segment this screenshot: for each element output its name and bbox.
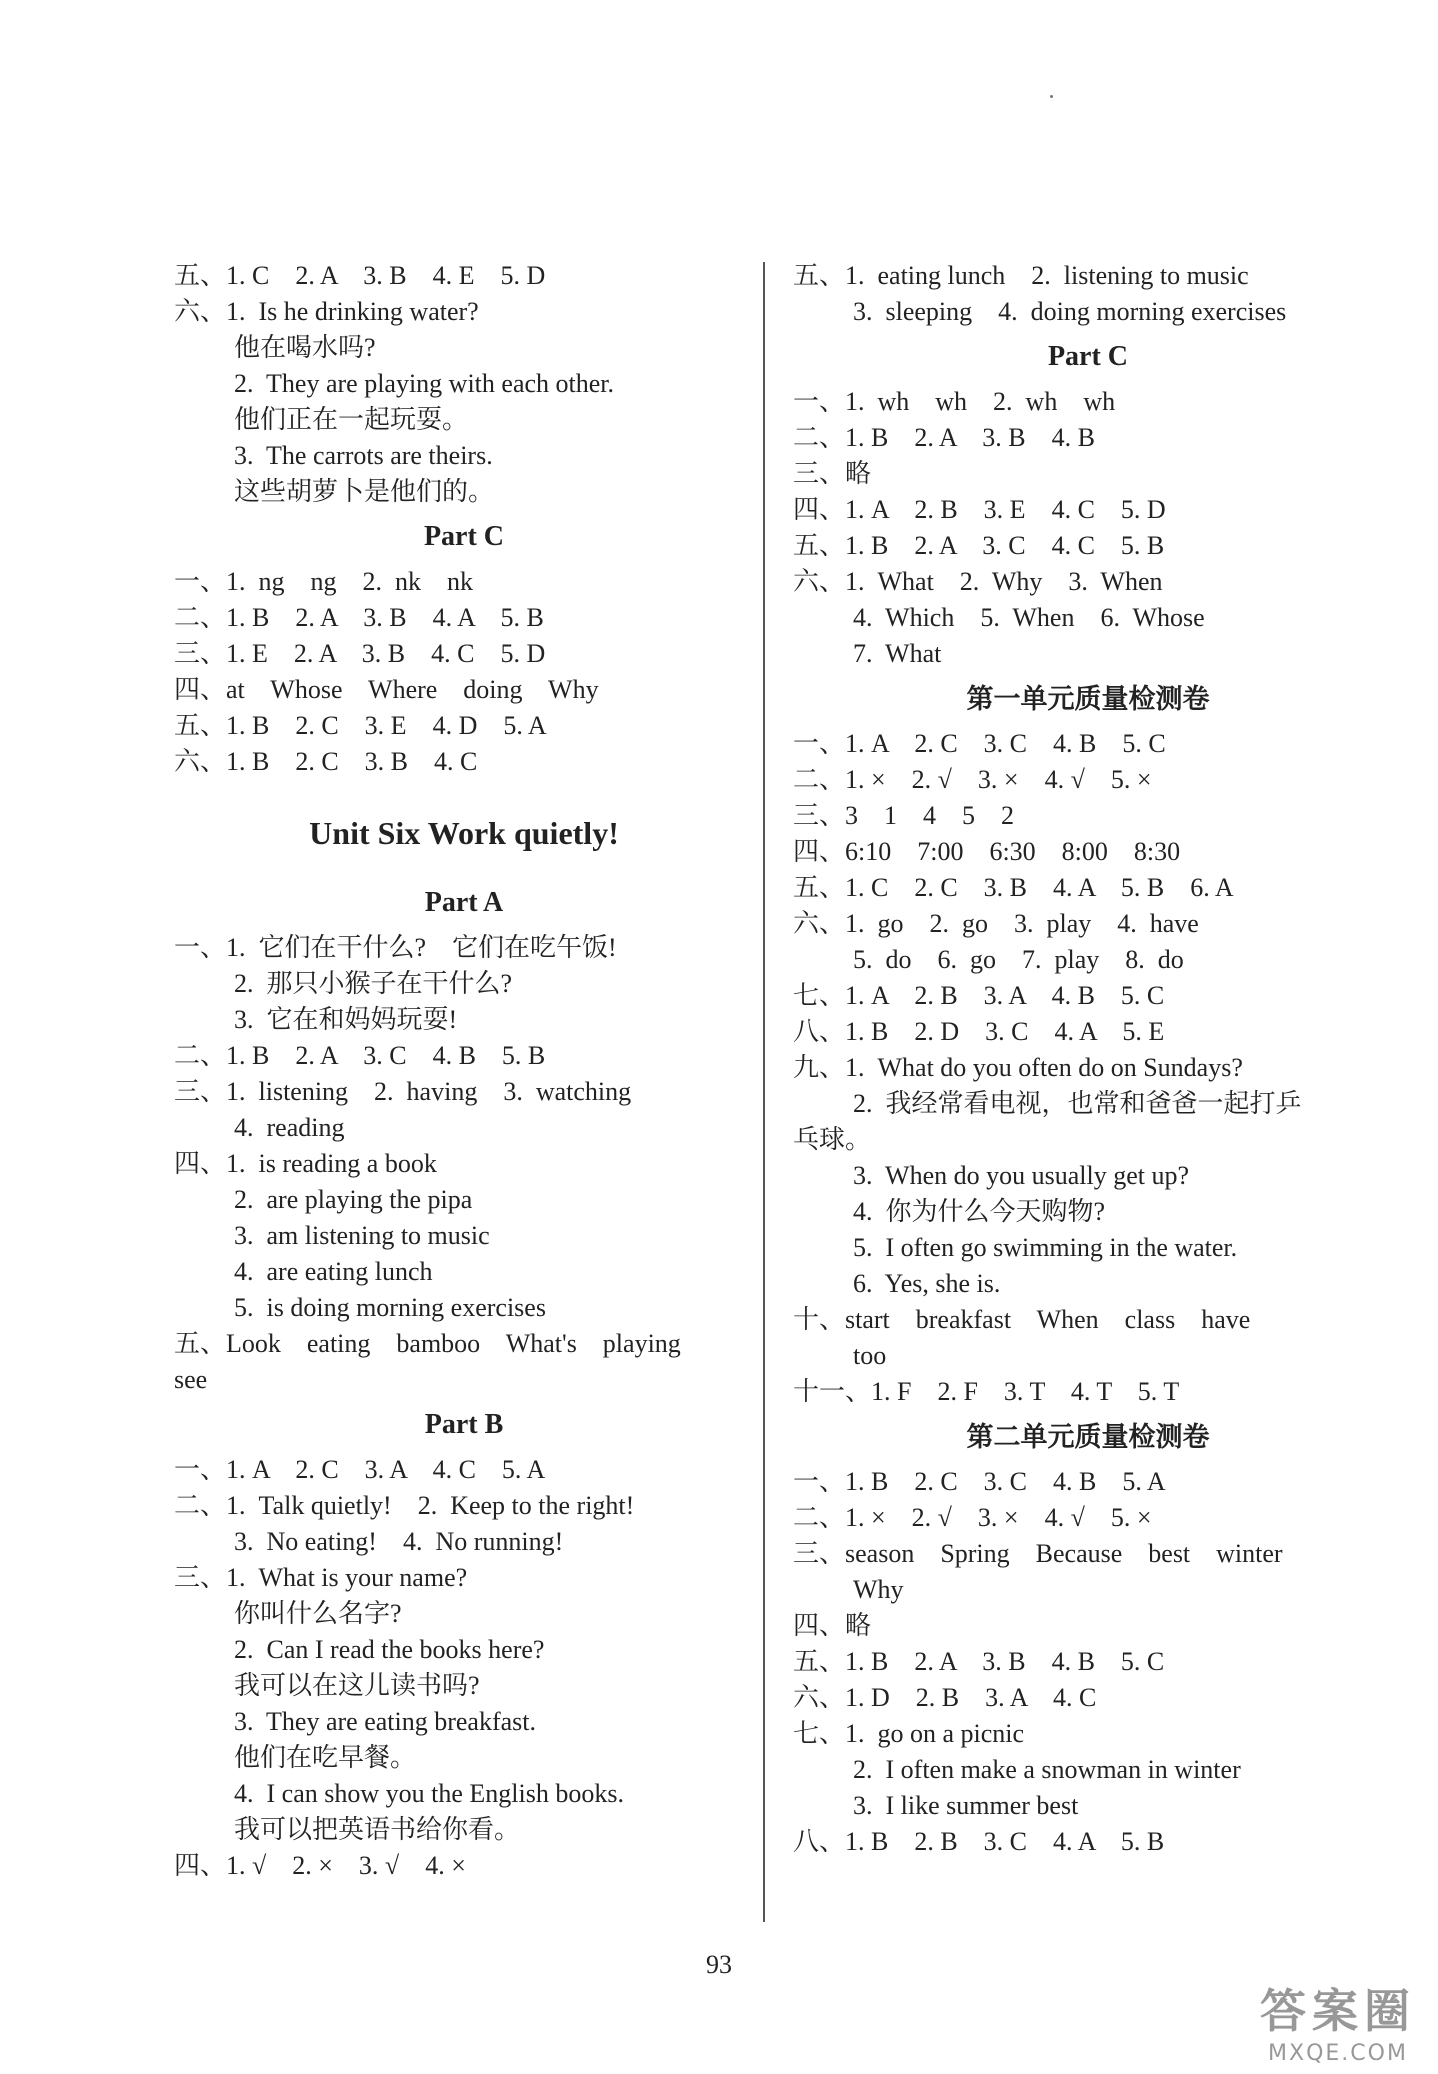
unit-title: Unit Six Work quietly! <box>309 815 619 851</box>
answer-line: 4. are eating lunch <box>234 1257 433 1286</box>
answer-line: 三、season Spring Because best winter <box>793 1539 1283 1568</box>
answer-line: 二、1. × 2. √ 3. × 4. √ 5. × <box>793 765 1152 794</box>
answer-line: 3. am listening to music <box>234 1221 490 1250</box>
answer-line: 二、1. Talk quietly! 2. Keep to the right! <box>174 1491 635 1520</box>
answer-line: 二、1. B 2. A 3. B 4. A 5. B <box>174 603 544 632</box>
answer-line: 乓球。 <box>793 1125 872 1154</box>
answer-line: 你叫什么名字? <box>234 1599 402 1628</box>
answer-line: too <box>853 1341 887 1370</box>
answer-line: 4. Which 5. When 6. Whose <box>853 603 1205 632</box>
answer-line: 我可以把英语书给你看。 <box>234 1815 521 1844</box>
section-heading: Part A <box>424 887 504 918</box>
answer-line: 一、1. A 2. C 3. A 4. C 5. A <box>174 1455 546 1484</box>
answer-line: 三、略 <box>793 459 872 488</box>
left-column <box>174 258 754 1884</box>
answer-line: 七、1. go on a picnic <box>793 1719 1025 1748</box>
answer-line: 他在喝水吗? <box>234 333 376 362</box>
answer-line: 五、1. B 2. A 3. B 4. B 5. C <box>793 1647 1165 1676</box>
answer-line: 四、略 <box>793 1611 872 1640</box>
watermark-url: MXQE.COM <box>1268 2041 1408 2066</box>
answer-line: 五、1. C 2. A 3. B 4. E 5. D <box>174 261 546 290</box>
answer-line: see <box>174 1365 208 1394</box>
answer-line: 八、1. B 2. B 3. C 4. A 5. B <box>793 1827 1165 1856</box>
answer-line: 五、Look eating bamboo What's playing <box>174 1329 681 1358</box>
answer-line: 4. 你为什么今天购物? <box>853 1197 1106 1226</box>
answer-line: 这些胡萝卜是他们的。 <box>234 477 495 506</box>
section-heading: Part C <box>1047 341 1129 372</box>
answer-line: 四、1. is reading a book <box>174 1149 437 1178</box>
answer-line: 五、1. C 2. C 3. B 4. A 5. B 6. A <box>793 873 1234 902</box>
watermark-title: 答案圈 <box>1260 1984 1416 2038</box>
answer-line: 2. 那只小猴子在干什么? <box>234 969 513 998</box>
answer-line: 一、1. wh wh 2. wh wh <box>793 387 1116 416</box>
answer-line: 三、1. What is your name? <box>174 1563 468 1592</box>
answer-line: 2. are playing the pipa <box>234 1185 473 1214</box>
answer-line: 4. I can show you the English books. <box>234 1779 624 1808</box>
answer-line: 一、1. B 2. C 3. C 4. B 5. A <box>793 1467 1166 1496</box>
answer-line: 七、1. A 2. B 3. A 4. B 5. C <box>793 981 1165 1010</box>
answer-line: 2. 我经常看电视，也常和爸爸一起打乒 <box>853 1089 1302 1118</box>
answer-line: 5. I often go swimming in the water. <box>853 1233 1238 1262</box>
answer-line: 3. They are eating breakfast. <box>234 1707 536 1736</box>
answer-line: 三、1. listening 2. having 3. watching <box>174 1077 632 1106</box>
answer-line: 四、6:10 7:00 6:30 8:00 8:30 <box>793 837 1181 866</box>
answer-line: 4. reading <box>234 1113 345 1142</box>
section-heading: Part C <box>423 521 505 552</box>
watermark-logo <box>1260 1975 1416 2066</box>
answer-line: 5. do 6. go 7. play 8. do <box>853 945 1184 974</box>
answer-line: 2. I often make a snowman in winter <box>853 1755 1241 1784</box>
test-title: 第一单元质量检测卷 <box>966 684 1210 714</box>
answer-line: 3. No eating! 4. No running! <box>234 1527 564 1556</box>
answer-line: 二、1. × 2. √ 3. × 4. √ 5. × <box>793 1503 1152 1532</box>
answer-line: 三、1. E 2. A 3. B 4. C 5. D <box>174 639 546 668</box>
answer-line: 六、1. What 2. Why 3. When <box>793 567 1163 596</box>
test-title: 第二单元质量检测卷 <box>966 1422 1210 1452</box>
answer-line: 他们正在一起玩耍。 <box>234 405 469 434</box>
answer-line: 6. Yes, she is. <box>853 1269 1001 1298</box>
answer-line: 他们在吃早餐。 <box>234 1743 417 1772</box>
answer-line: 五、1. eating lunch 2. listening to music <box>793 261 1249 290</box>
answer-line: 六、1. D 2. B 3. A 4. C <box>793 1683 1097 1712</box>
answer-line: 二、1. B 2. A 3. C 4. B 5. B <box>174 1041 546 1070</box>
answer-line: 二、1. B 2. A 3. B 4. B <box>793 423 1095 452</box>
answer-line: 7. What <box>853 639 942 668</box>
answer-line: 四、at Whose Where doing Why <box>174 675 599 704</box>
answer-line: 九、1. What do you often do on Sundays? <box>793 1053 1243 1082</box>
answer-line: 三、3 1 4 5 2 <box>793 801 1015 830</box>
answer-line: 六、1. Is he drinking water? <box>174 297 479 326</box>
answer-line: Why <box>853 1575 904 1604</box>
answer-line: 八、1. B 2. D 3. C 4. A 5. E <box>793 1017 1165 1046</box>
answer-line: 五、1. B 2. C 3. E 4. D 5. A <box>174 711 547 740</box>
answer-line: 六、1. B 2. C 3. B 4. C <box>174 747 478 776</box>
answer-line: 2. They are playing with each other. <box>234 369 615 398</box>
answer-line: 3. The carrots are theirs. <box>234 441 493 470</box>
answer-line: 3. I like summer best <box>853 1791 1079 1820</box>
answer-line: 十、start breakfast When class have <box>793 1305 1251 1334</box>
page-number: 93 <box>706 1950 732 1979</box>
section-heading: Part B <box>424 1409 504 1440</box>
answer-line: 5. is doing morning exercises <box>234 1293 546 1322</box>
answer-line: 六、1. go 2. go 3. play 4. have <box>793 909 1199 938</box>
answer-line: 2. Can I read the books here? <box>234 1635 545 1664</box>
answer-line: 3. 它在和妈妈玩耍! <box>234 1005 458 1034</box>
scan-speck <box>1050 95 1053 98</box>
answer-line: 3. sleeping 4. doing morning exercises <box>853 297 1287 326</box>
answer-line: 一、1. A 2. C 3. C 4. B 5. C <box>793 729 1166 758</box>
answer-line: 一、1. ng ng 2. nk nk <box>174 567 474 596</box>
right-column <box>793 258 1383 1860</box>
column-divider <box>763 262 765 1922</box>
answer-line: 我可以在这儿读书吗? <box>234 1671 480 1700</box>
answer-line: 四、1. √ 2. × 3. √ 4. × <box>174 1851 466 1880</box>
answer-line: 五、1. B 2. A 3. C 4. C 5. B <box>793 531 1165 560</box>
answer-line: 一、1. 它们在干什么? 它们在吃午饭! <box>174 933 617 962</box>
answer-line: 十一、1. F 2. F 3. T 4. T 5. T <box>793 1377 1180 1406</box>
answer-line: 四、1. A 2. B 3. E 4. C 5. D <box>793 495 1166 524</box>
answer-line: 3. When do you usually get up? <box>853 1161 1190 1190</box>
